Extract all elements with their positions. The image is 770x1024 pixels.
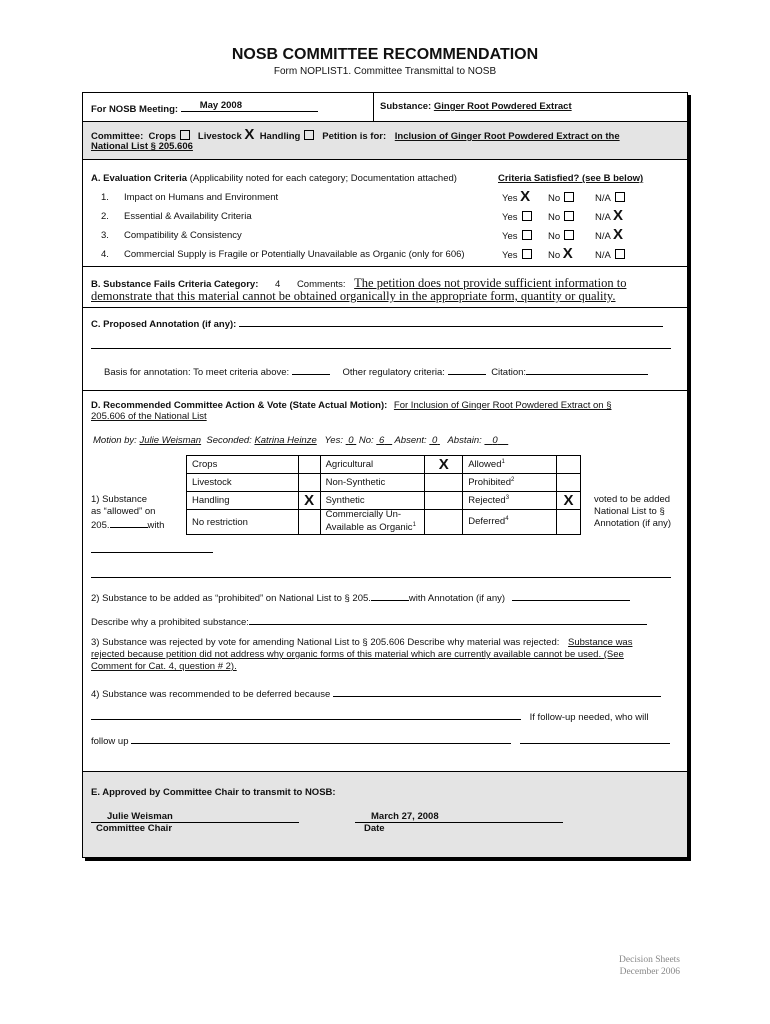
abstain-value: 0 [492, 435, 498, 446]
grid-prohibited-box[interactable] [556, 474, 580, 492]
seconded-label: Seconded: [206, 435, 252, 446]
footer-line-1: Decision Sheets [619, 955, 680, 965]
criteria-2-na-checked[interactable]: X [612, 207, 623, 224]
yes-label: Yes [502, 212, 518, 223]
grid-row [187, 456, 581, 474]
deferred-reason-field[interactable] [333, 686, 661, 697]
prohibited-section-field[interactable] [371, 590, 409, 601]
chair-name: Julie Weisman [107, 811, 173, 822]
criteria-4-no-checked[interactable]: X [562, 245, 573, 262]
criteria-num-3: 3. [101, 230, 109, 241]
section-b-label: B. Substance Fails Criteria Category: [91, 279, 259, 290]
deferred-label-text: 4) Substance was recommended to be deferred because [91, 689, 331, 700]
seconded-value: Katrina Heinze [254, 435, 317, 446]
grid-livestock: Livestock [187, 474, 299, 492]
allowed-line-1: 1) Substance [91, 494, 147, 505]
rejected-checked: X [563, 492, 574, 509]
meeting-field[interactable] [181, 101, 318, 112]
grid-synthetic: Synthetic [320, 492, 425, 510]
grid-crops: Crops [187, 456, 299, 474]
comment-line-1: The petition does not provide sufficient information to [354, 276, 627, 290]
committee-livestock-label: Livestock [197, 131, 242, 142]
basis-label: Basis for annotation: To meet criteria above: [104, 367, 290, 378]
chair-label: Committee Chair [96, 823, 173, 834]
grid-allowed-box[interactable] [556, 456, 580, 474]
section-a-note: (Applicability noted for each category; Documentation attached) [189, 173, 457, 184]
grid-rejected [463, 492, 557, 510]
committee-label: Committee: [91, 131, 144, 142]
no-label: No [548, 212, 561, 223]
commercially-line-2: Available as Organic [325, 522, 413, 534]
grid-no-restriction-box[interactable] [298, 510, 320, 535]
citation-field[interactable] [526, 364, 648, 375]
comments-label: Comments: [296, 279, 346, 290]
criteria-header: Criteria Satisfied? (see B below) [498, 173, 644, 184]
criteria-text-4: Commercial Supply is Fragile or Potentially Unavailable as Organic (only for 606) [124, 249, 465, 260]
grid-handling: Handling [187, 492, 299, 510]
date-value: March 27, 2008 [371, 811, 439, 822]
grid-handling-box[interactable] [298, 492, 320, 510]
footnote-ref: 3 [505, 494, 510, 501]
criteria-3-na-checked[interactable]: X [612, 226, 623, 243]
grid-synthetic-box[interactable] [425, 492, 463, 510]
commercially-line-1: Commercially Un- [325, 509, 402, 521]
footnote-ref: 1 [412, 522, 416, 529]
prohibited-text-b: with Annotation (if any) [408, 593, 506, 604]
rejected-label: Rejected [468, 495, 506, 507]
meeting-value: May 2008 [199, 100, 242, 111]
petition-value-continued: National List § 205.606 [91, 141, 193, 152]
criteria-text-1: Impact on Humans and Environment [124, 192, 279, 203]
section-a-label: A. Evaluation Criteria [91, 173, 188, 184]
committee-handling-label: Handling [259, 131, 301, 142]
criteria-num-4: 4. [101, 249, 109, 260]
comment-line-2: demonstrate that this material cannot be obtained organically in the appropriate form, quantity or quality. [91, 289, 616, 303]
handling-checked: X [304, 492, 315, 509]
criteria-2-no-checkbox[interactable] [564, 211, 574, 221]
followup-label: follow up [91, 736, 129, 747]
grid-livestock-box[interactable] [298, 474, 320, 492]
other-criteria-field[interactable] [448, 364, 486, 375]
voted-line-3: Annotation (if any) [594, 518, 672, 529]
petition-value: Inclusion of Ginger Root Powdered Extract on the [394, 131, 620, 142]
allowed-annotation-line-2[interactable] [91, 577, 671, 578]
deferred-reason-line-2[interactable] [91, 709, 521, 720]
grid-deferred-box[interactable] [556, 510, 580, 535]
category-grid [186, 455, 581, 535]
no-label: No [548, 231, 561, 242]
criteria-1-na-checkbox[interactable] [615, 192, 625, 202]
absent-label: Absent: [394, 435, 427, 446]
prohibited-text-a: 2) Substance to be added as “prohibited” on National List to § 205. [91, 593, 371, 604]
date-label: Date [364, 823, 385, 834]
allowed-line-2: as “allowed” on [91, 506, 156, 517]
no-vote-label: No: [358, 435, 374, 446]
na-label: N/A [595, 250, 611, 261]
na-label: N/A [595, 193, 611, 204]
rejected-line-2: rejected because petition did not address why organic forms of this material which are currently available cannot be used. (See [91, 649, 624, 660]
footer-line-2: December 2006 [619, 967, 680, 977]
followup-needed-label: If follow-up needed, who will [529, 712, 649, 723]
criteria-1-no-checkbox[interactable] [564, 192, 574, 202]
annotation-field[interactable] [239, 316, 663, 327]
criteria-num-1: 1. [101, 192, 109, 203]
describe-prohibited-field[interactable] [249, 614, 647, 625]
criteria-1-yes-checked[interactable]: X [520, 188, 531, 205]
voted-line-1: voted to be added [594, 494, 671, 505]
section-c-label: C. Proposed Annotation (if any): [91, 319, 237, 330]
grid-agricultural-box[interactable] [425, 456, 463, 474]
criteria-4-yes-checkbox[interactable] [522, 249, 532, 259]
grid-agricultural: Agricultural [320, 456, 425, 474]
form-subtitle: Form NOPLIST1. Committee Transmittal to NOSB [273, 66, 497, 77]
grid-allowed [463, 456, 557, 474]
page-title: NOSB COMMITTEE RECOMMENDATION [231, 46, 539, 63]
rejected-text-a: 3) Substance was rejected by vote for amending National List to § 205.606 Describe why material was rejected: [91, 637, 560, 648]
grid-non-synthetic-box[interactable] [425, 474, 463, 492]
prohibited-label: Prohibited [468, 477, 511, 489]
yes-label: Yes [502, 193, 518, 204]
criteria-3-yes-checkbox[interactable] [522, 230, 532, 240]
livestock-checkbox-checked[interactable]: X [244, 126, 255, 143]
allowed-annotation-field[interactable] [91, 552, 213, 553]
grid-non-synthetic: Non-Synthetic [320, 474, 425, 492]
annotation-line-2[interactable] [91, 348, 671, 349]
allowed-line-3a: 205. [91, 520, 110, 531]
grid-row [187, 474, 581, 492]
other-criteria-label: Other regulatory criteria: [342, 367, 445, 378]
allowed-label: Allowed [468, 459, 502, 471]
grid-prohibited [463, 474, 557, 492]
committee-crops-label: Crops [148, 131, 176, 142]
criteria-3-no-checkbox[interactable] [564, 230, 574, 240]
footnote-ref: 4 [505, 516, 509, 523]
criteria-text-3: Compatibility & Consistency [124, 230, 242, 241]
yes-label: Yes [502, 250, 518, 261]
fails-category: 4 [275, 279, 281, 290]
voted-line-2: National List to § [594, 506, 665, 517]
grid-commercially-unavailable [320, 510, 425, 535]
yes-vote-label: Yes: [324, 435, 343, 446]
allowed-section-field[interactable] [110, 518, 148, 528]
criteria-4-na-checkbox[interactable] [615, 249, 625, 259]
grid-row [187, 510, 581, 535]
meeting-label: For NOSB Meeting: [91, 104, 179, 115]
na-label: N/A [595, 231, 611, 242]
abstain-label: Abstain: [447, 435, 482, 446]
grid-row [187, 492, 581, 510]
agricultural-checked: X [438, 456, 449, 473]
prohibited-annotation-field[interactable] [512, 590, 630, 601]
motion-line-2: 205.606 of the National List [91, 411, 207, 422]
basis-field[interactable] [292, 364, 330, 375]
no-label: No [548, 193, 561, 204]
motion-by-value: Julie Weisman [139, 435, 202, 446]
rejected-text-b: Substance was [568, 637, 633, 648]
rejected-line-3: Comment for Cat. 4, question # 2). [91, 661, 237, 672]
motion-line-1: For Inclusion of Ginger Root Powdered Extract on § [393, 400, 612, 411]
petition-label: Petition is for: [322, 131, 387, 142]
substance-label: Substance: [380, 101, 432, 112]
na-label: N/A [595, 212, 611, 223]
footnote-ref: 2 [511, 476, 515, 483]
grid-no-restriction: No restriction [187, 510, 299, 535]
criteria-num-2: 2. [101, 211, 109, 222]
substance-value: Ginger Root Powdered Extract [433, 101, 572, 112]
crops-checkbox[interactable] [180, 130, 190, 140]
absent-value: 0 [431, 435, 438, 446]
footnote-ref: 1 [501, 458, 505, 465]
grid-deferred [463, 510, 557, 535]
grid-rejected-box[interactable] [556, 492, 580, 510]
citation-label: Citation: [491, 367, 527, 378]
yes-label: Yes [502, 231, 518, 242]
chair-signature-field[interactable] [91, 812, 299, 823]
followup-field[interactable] [131, 733, 511, 744]
grid-commercially-box[interactable] [425, 510, 463, 535]
grid-crops-box[interactable] [298, 456, 320, 474]
no-vote-value: 6 [378, 435, 385, 446]
motion-by-label: Motion by: [93, 435, 137, 446]
date-field[interactable] [355, 812, 563, 823]
criteria-2-yes-checkbox[interactable] [522, 211, 532, 221]
section-d-label: D. Recommended Committee Action & Vote (State Actual Motion): [91, 400, 388, 411]
deferred-label: Deferred [468, 516, 506, 528]
describe-prohibited-label: Describe why a prohibited substance: [91, 617, 249, 628]
allowed-line-3b: with [147, 520, 165, 531]
handling-checkbox[interactable] [304, 130, 314, 140]
section-e-label: E. Approved by Committee Chair to transmit to NOSB: [91, 787, 336, 798]
followup-who-field[interactable] [520, 733, 670, 744]
yes-vote-value: 0 [348, 435, 354, 446]
criteria-text-2: Essential & Availability Criteria [124, 211, 252, 222]
no-label: No [548, 250, 561, 261]
